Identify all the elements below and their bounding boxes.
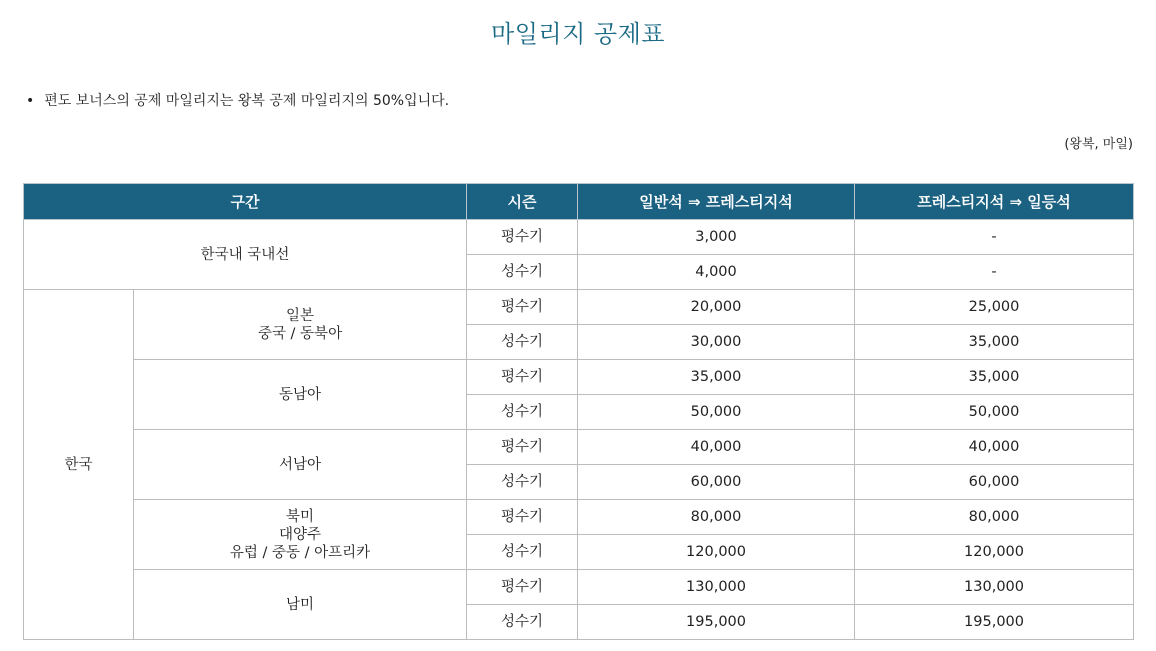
note-bullet: • <box>26 93 35 109</box>
season-cell: 평수기 <box>467 290 578 325</box>
page-title: 마일리지 공제표 <box>491 20 665 48</box>
prestige-to-first-cell: - <box>855 255 1134 290</box>
economy-to-prestige-cell: 195,000 <box>578 605 855 640</box>
prestige-to-first-cell: 80,000 <box>855 500 1134 535</box>
economy-to-prestige-cell: 40,000 <box>578 430 855 465</box>
region-cell-southwest-asia: 서남아 <box>134 430 467 500</box>
season-cell: 평수기 <box>467 430 578 465</box>
route-cell-domestic: 한국내 국내선 <box>24 220 467 290</box>
region-cell-japan-china: 일본 중국 / 동북아 <box>134 290 467 360</box>
prestige-to-first-cell: 35,000 <box>855 360 1134 395</box>
region-cell-americas-oceania-europe: 북미 대양주 유럽 / 중동 / 아프리카 <box>134 500 467 570</box>
header-prestige-to-first: 프레스티지석 ⇒ 일등석 <box>855 184 1134 220</box>
economy-to-prestige-cell: 4,000 <box>578 255 855 290</box>
mileage-deduction-table <box>23 183 1134 640</box>
header-economy-to-prestige: 일반석 ⇒ 프레스티지석 <box>578 184 855 220</box>
table-row <box>24 500 1134 535</box>
economy-to-prestige-cell: 3,000 <box>578 220 855 255</box>
prestige-to-first-cell: 25,000 <box>855 290 1134 325</box>
season-cell: 성수기 <box>467 395 578 430</box>
economy-to-prestige-cell: 130,000 <box>578 570 855 605</box>
season-cell: 성수기 <box>467 255 578 290</box>
season-cell: 평수기 <box>467 220 578 255</box>
table-row <box>24 220 1134 255</box>
season-cell: 성수기 <box>467 325 578 360</box>
economy-to-prestige-cell: 120,000 <box>578 535 855 570</box>
origin-cell-korea: 한국 <box>24 290 134 640</box>
region-cell-south-america: 남미 <box>134 570 467 640</box>
info-note <box>26 90 449 110</box>
prestige-to-first-cell: 60,000 <box>855 465 1134 500</box>
economy-to-prestige-cell: 80,000 <box>578 500 855 535</box>
unit-label: (왕복, 마일) <box>1064 137 1133 152</box>
region-cell-southeast-asia: 동남아 <box>134 360 467 430</box>
table-row <box>24 570 1134 605</box>
season-cell: 평수기 <box>467 360 578 395</box>
prestige-to-first-cell: 50,000 <box>855 395 1134 430</box>
prestige-to-first-cell: 35,000 <box>855 325 1134 360</box>
season-cell: 평수기 <box>467 570 578 605</box>
season-cell: 평수기 <box>467 500 578 535</box>
note-text: 편도 보너스의 공제 마일리지는 왕복 공제 마일리지의 50%입니다. <box>44 93 450 109</box>
prestige-to-first-cell: 195,000 <box>855 605 1134 640</box>
header-route: 구간 <box>24 184 467 220</box>
table-row <box>24 360 1134 395</box>
prestige-to-first-cell: 130,000 <box>855 570 1134 605</box>
header-season: 시즌 <box>467 184 578 220</box>
season-cell: 성수기 <box>467 535 578 570</box>
prestige-to-first-cell: 120,000 <box>855 535 1134 570</box>
economy-to-prestige-cell: 20,000 <box>578 290 855 325</box>
table-row <box>24 290 1134 325</box>
economy-to-prestige-cell: 50,000 <box>578 395 855 430</box>
season-cell: 성수기 <box>467 605 578 640</box>
prestige-to-first-cell: - <box>855 220 1134 255</box>
table-row <box>24 430 1134 465</box>
economy-to-prestige-cell: 30,000 <box>578 325 855 360</box>
prestige-to-first-cell: 40,000 <box>855 430 1134 465</box>
economy-to-prestige-cell: 60,000 <box>578 465 855 500</box>
table-header-row <box>24 184 1134 220</box>
economy-to-prestige-cell: 35,000 <box>578 360 855 395</box>
season-cell: 성수기 <box>467 465 578 500</box>
